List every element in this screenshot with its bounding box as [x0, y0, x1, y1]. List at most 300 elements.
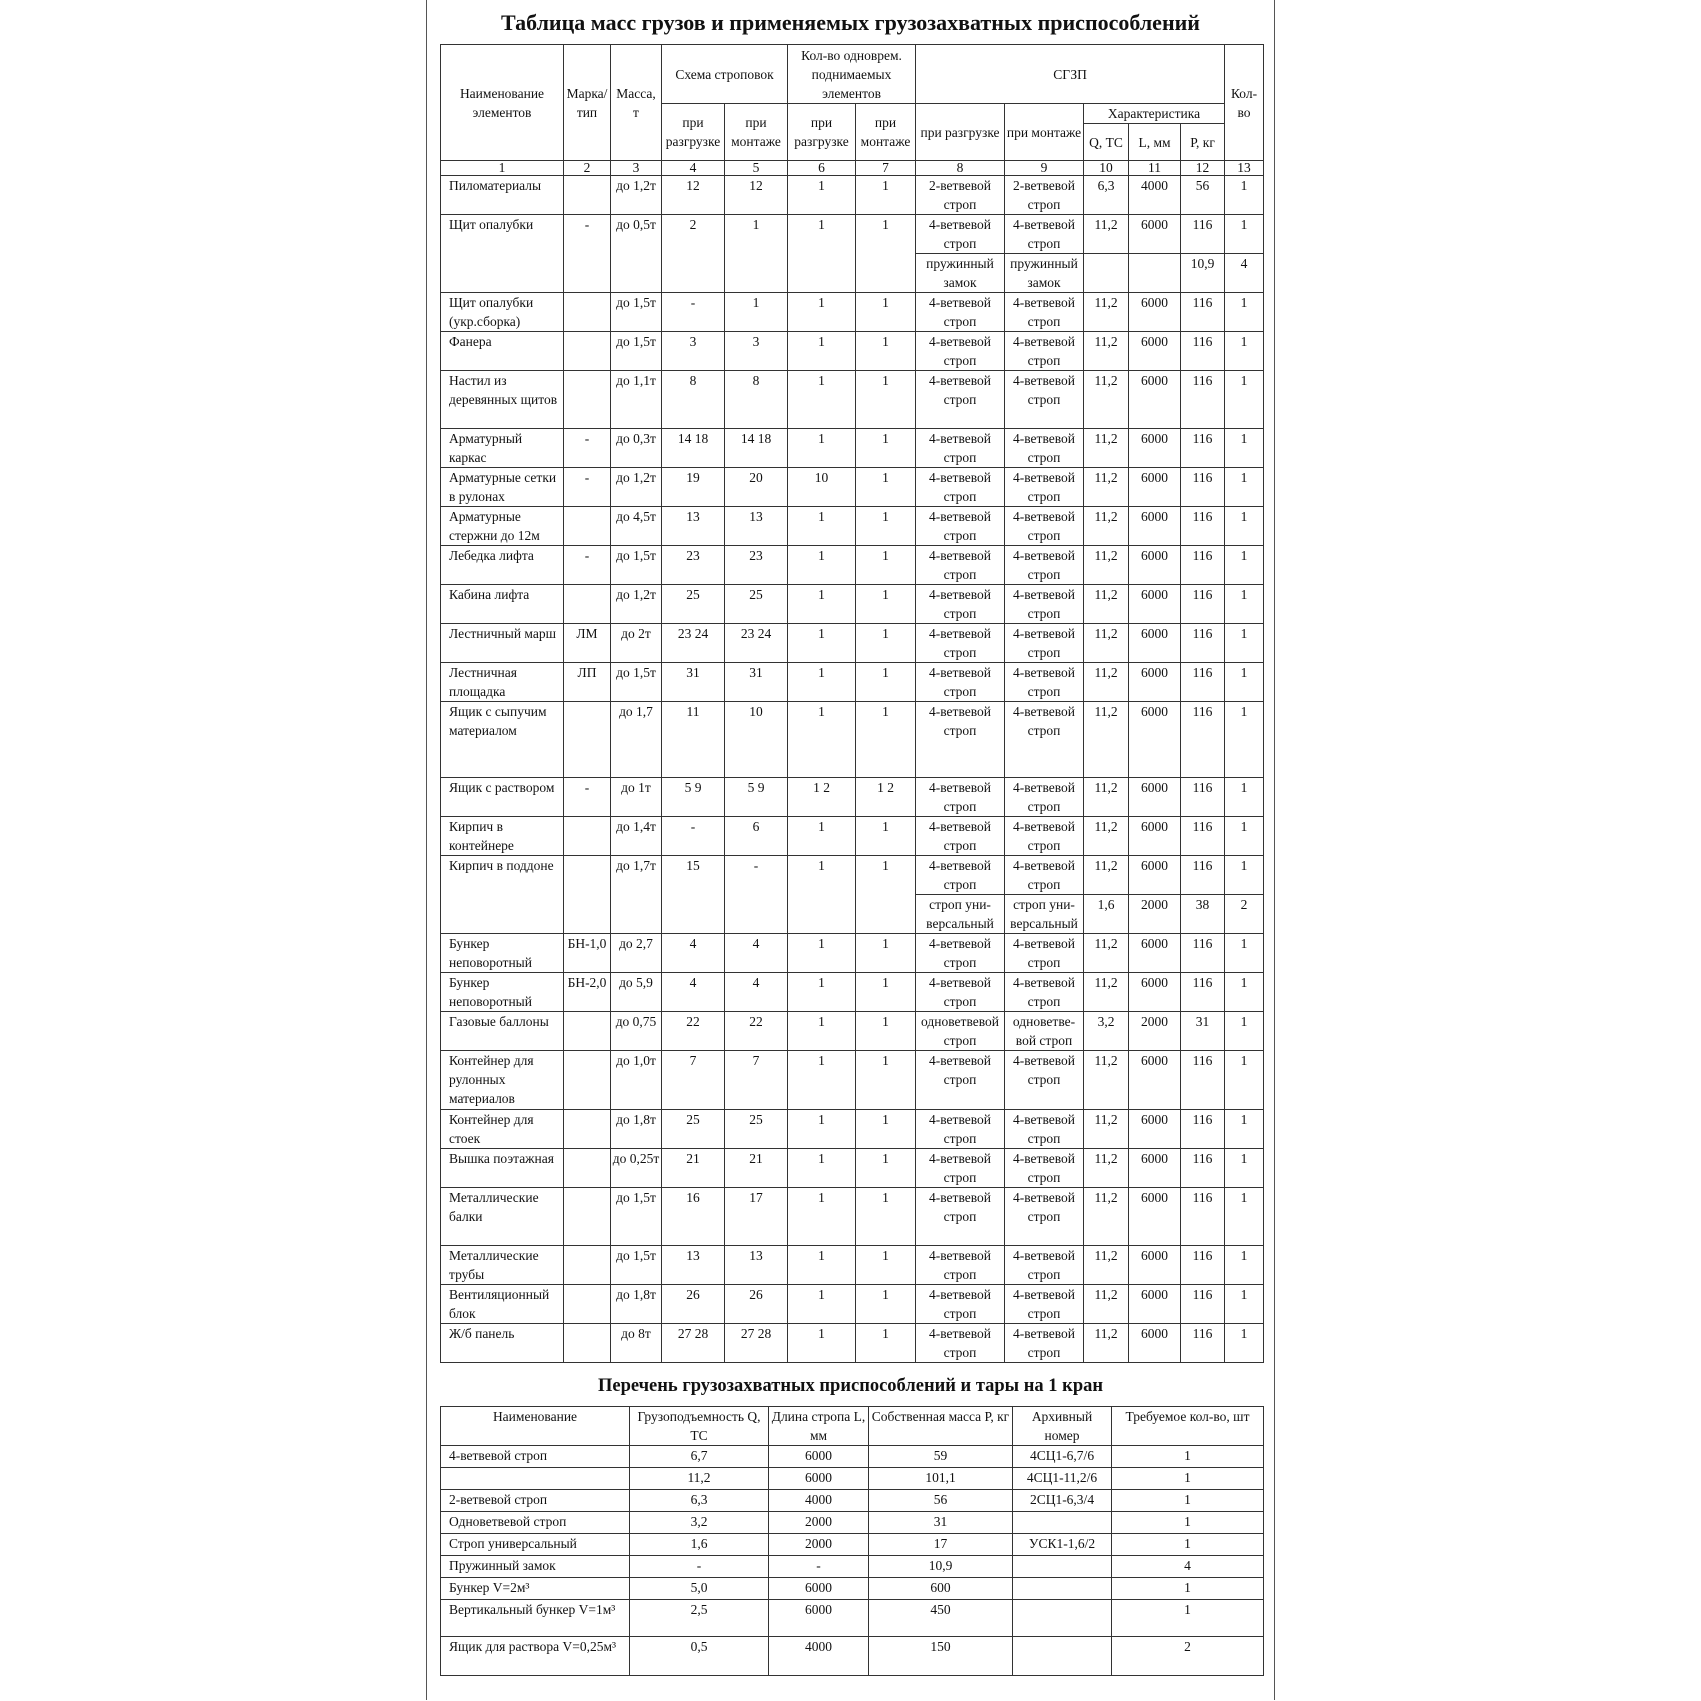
- sgzp-l: 6000: [1129, 429, 1181, 468]
- load-brand: -: [564, 778, 611, 817]
- load-name: Фанера: [441, 332, 564, 371]
- equipment-length: 2000: [769, 1534, 869, 1556]
- count-unload: 1: [788, 507, 856, 546]
- equipment-required: 1: [1112, 1468, 1264, 1490]
- scheme-unload: 11: [662, 702, 725, 778]
- equipment-mass: 600: [869, 1578, 1013, 1600]
- equipment-length: 6000: [769, 1468, 869, 1490]
- scheme-unload: 14 18: [662, 429, 725, 468]
- sgzp-unload: 4-ветвевой строп: [916, 332, 1005, 371]
- count-unload: 1: [788, 1324, 856, 1363]
- equipment-required: 2: [1112, 1637, 1264, 1676]
- header-sgzp-unload: при разгрузке: [916, 104, 1005, 161]
- sgzp-p: 116: [1181, 1324, 1225, 1363]
- sgzp-mount: 4-ветвевой строп: [1005, 778, 1084, 817]
- equipment-name: Строп универсальный: [441, 1534, 630, 1556]
- sgzp-q: 11,2: [1084, 663, 1129, 702]
- load-brand: [564, 702, 611, 778]
- sgzp-qty: 2: [1225, 895, 1264, 934]
- scheme-mount: 25: [725, 585, 788, 624]
- count-unload: 1: [788, 663, 856, 702]
- load-mass: до 0,25т: [611, 1149, 662, 1188]
- header-count-mount: при монтаже: [856, 104, 916, 161]
- load-name: Контейнер для стоек: [441, 1110, 564, 1149]
- load-name: Щит опалубки: [441, 215, 564, 293]
- equipment-length: -: [769, 1556, 869, 1578]
- column-number: 1: [441, 161, 564, 176]
- sgzp-qty: 1: [1225, 176, 1264, 215]
- sgzp-qty: 1: [1225, 293, 1264, 332]
- sgzp-q: 1,6: [1084, 895, 1129, 934]
- scheme-mount: -: [725, 856, 788, 934]
- header-scheme-unload: при разгрузке: [662, 104, 725, 161]
- header-qty: Кол-во: [1225, 45, 1264, 161]
- scheme-unload: 13: [662, 507, 725, 546]
- equipment-table: [440, 1406, 1264, 1676]
- sgzp-q: 11,2: [1084, 546, 1129, 585]
- sgzp-q: 11,2: [1084, 1324, 1129, 1363]
- sgzp-qty: 1: [1225, 973, 1264, 1012]
- table-row: [441, 817, 1264, 856]
- header-count: Кол-во одноврем. поднимаемых элементов: [788, 45, 916, 104]
- sgzp-mount: 4-ветвевой строп: [1005, 1246, 1084, 1285]
- column-number: 6: [788, 161, 856, 176]
- header-sgzp-mount: при монтаже: [1005, 104, 1084, 161]
- header-l: L, мм: [1129, 124, 1181, 161]
- sgzp-q: 11,2: [1084, 817, 1129, 856]
- equipment-length: 6000: [769, 1578, 869, 1600]
- table-row: [441, 856, 1264, 895]
- column-number: 2: [564, 161, 611, 176]
- sgzp-l: 6000: [1129, 507, 1181, 546]
- load-name: Арматурные стержни до 12м: [441, 507, 564, 546]
- sgzp-q: 11,2: [1084, 1110, 1129, 1149]
- sgzp-unload: пружинный замок: [916, 254, 1005, 293]
- scheme-mount: 13: [725, 1246, 788, 1285]
- count-unload: 1: [788, 1246, 856, 1285]
- sgzp-qty: 1: [1225, 332, 1264, 371]
- header-name: Наименование элементов: [441, 45, 564, 161]
- scheme-unload: 13: [662, 1246, 725, 1285]
- count-unload: 1: [788, 1051, 856, 1110]
- sgzp-mount: 4-ветвевой строп: [1005, 663, 1084, 702]
- load-name: Бункер неповоротный: [441, 934, 564, 973]
- sgzp-l: 2000: [1129, 1012, 1181, 1051]
- count-mount: 1: [856, 332, 916, 371]
- scheme-unload: 15: [662, 856, 725, 934]
- count-mount: 1: [856, 293, 916, 332]
- equipment-mass: 101,1: [869, 1468, 1013, 1490]
- sgzp-unload: 4-ветвевой строп: [916, 429, 1005, 468]
- sgzp-q: 11,2: [1084, 215, 1129, 254]
- load-brand: [564, 176, 611, 215]
- count-unload: 1: [788, 585, 856, 624]
- sgzp-qty: 1: [1225, 1149, 1264, 1188]
- sgzp-qty: 1: [1225, 817, 1264, 856]
- sgzp-mount: 4-ветвевой строп: [1005, 624, 1084, 663]
- sgzp-mount: 4-ветвевой строп: [1005, 332, 1084, 371]
- table-row: [441, 332, 1264, 371]
- count-unload: 1: [788, 371, 856, 429]
- equipment-mass: 150: [869, 1637, 1013, 1676]
- scheme-unload: 26: [662, 1285, 725, 1324]
- sgzp-q: 11,2: [1084, 624, 1129, 663]
- table-row: [441, 1246, 1264, 1285]
- load-name: Кабина лифта: [441, 585, 564, 624]
- table-row: [441, 1188, 1264, 1246]
- sgzp-p: 116: [1181, 1051, 1225, 1110]
- table-row: [441, 1285, 1264, 1324]
- load-mass: до 1,2т: [611, 585, 662, 624]
- scheme-mount: 27 28: [725, 1324, 788, 1363]
- count-mount: 1: [856, 702, 916, 778]
- equipment-name: [441, 1468, 630, 1490]
- load-name: Металлические балки: [441, 1188, 564, 1246]
- load-mass: до 2т: [611, 624, 662, 663]
- table-row: [441, 585, 1264, 624]
- sgzp-unload: строп уни-версальный: [916, 895, 1005, 934]
- equipment-mass: 59: [869, 1446, 1013, 1468]
- load-brand: [564, 1110, 611, 1149]
- equipment-archive: УСК1-1,6/2: [1013, 1534, 1112, 1556]
- count-mount: 1: [856, 1188, 916, 1246]
- scheme-unload: -: [662, 817, 725, 856]
- sgzp-mount: 4-ветвевой строп: [1005, 934, 1084, 973]
- equipment-length: 4000: [769, 1490, 869, 1512]
- sgzp-l: 4000: [1129, 176, 1181, 215]
- count-unload: 1: [788, 1012, 856, 1051]
- header-sgzp: СГЗП: [916, 45, 1225, 104]
- table-row: [441, 1110, 1264, 1149]
- table-row: [441, 934, 1264, 973]
- scheme-unload: 12: [662, 176, 725, 215]
- load-brand: БН-1,0: [564, 934, 611, 973]
- equipment-name: Ящик для раствора V=0,25м³: [441, 1637, 630, 1676]
- count-unload: 1: [788, 934, 856, 973]
- header-mass: Масса, т: [611, 45, 662, 161]
- header-count-unload: при разгрузке: [788, 104, 856, 161]
- count-unload: 1: [788, 856, 856, 934]
- load-name: Пиломатериалы: [441, 176, 564, 215]
- sgzp-unload: 4-ветвевой строп: [916, 1285, 1005, 1324]
- sgzp-unload: 4-ветвевой строп: [916, 856, 1005, 895]
- load-mass: до 2,7: [611, 934, 662, 973]
- table-row: [441, 1468, 1264, 1490]
- sgzp-q: 11,2: [1084, 468, 1129, 507]
- sgzp-l: 6000: [1129, 1246, 1181, 1285]
- load-name: Вышка поэтажная: [441, 1149, 564, 1188]
- sgzp-unload: 4-ветвевой строп: [916, 507, 1005, 546]
- equipment-name: Одноветвевой строп: [441, 1512, 630, 1534]
- column-number: 11: [1129, 161, 1181, 176]
- sgzp-mount: пружинный замок: [1005, 254, 1084, 293]
- column-number: 5: [725, 161, 788, 176]
- load-mass: до 1,1т: [611, 371, 662, 429]
- scheme-mount: 31: [725, 663, 788, 702]
- sgzp-qty: 1: [1225, 215, 1264, 254]
- count-unload: 1 2: [788, 778, 856, 817]
- scheme-unload: 23: [662, 546, 725, 585]
- equipment-capacity: 3,2: [630, 1512, 769, 1534]
- scheme-unload: 31: [662, 663, 725, 702]
- equipment-name: 2-ветвевой строп: [441, 1490, 630, 1512]
- sgzp-mount: 4-ветвевой строп: [1005, 856, 1084, 895]
- scheme-mount: 14 18: [725, 429, 788, 468]
- sgzp-mount: 4-ветвевой строп: [1005, 1188, 1084, 1246]
- load-brand: [564, 1188, 611, 1246]
- count-unload: 1: [788, 1285, 856, 1324]
- sgzp-unload: 4-ветвевой строп: [916, 973, 1005, 1012]
- sgzp-l: 6000: [1129, 371, 1181, 429]
- count-unload: 1: [788, 1149, 856, 1188]
- equipment-required: 1: [1112, 1600, 1264, 1637]
- load-brand: [564, 507, 611, 546]
- loads-table: [440, 44, 1264, 1363]
- load-name: Металлические трубы: [441, 1246, 564, 1285]
- count-unload: 1: [788, 546, 856, 585]
- loads-table-title: Таблица масс грузов и применяемых грузозахватных приспособлений: [501, 10, 1200, 35]
- sgzp-mount: 4-ветвевой строп: [1005, 1110, 1084, 1149]
- equipment-required: 1: [1112, 1578, 1264, 1600]
- sgzp-p: 116: [1181, 332, 1225, 371]
- sgzp-unload: 4-ветвевой строп: [916, 702, 1005, 778]
- load-mass: до 0,3т: [611, 429, 662, 468]
- load-mass: до 1,5т: [611, 332, 662, 371]
- sgzp-qty: 1: [1225, 856, 1264, 895]
- equipment-capacity: 2,5: [630, 1600, 769, 1637]
- sgzp-qty: 1: [1225, 778, 1264, 817]
- sgzp-l: 6000: [1129, 546, 1181, 585]
- scheme-mount: 25: [725, 1110, 788, 1149]
- count-unload: 1: [788, 1188, 856, 1246]
- header-characteristic: Характеристика: [1084, 104, 1225, 124]
- sgzp-qty: 1: [1225, 702, 1264, 778]
- equipment-table-title: Перечень грузозахватных приспособлений и тары на 1 кран: [597, 1376, 1104, 1396]
- equipment-capacity: 5,0: [630, 1578, 769, 1600]
- equipment-capacity: 0,5: [630, 1637, 769, 1676]
- sgzp-unload: 4-ветвевой строп: [916, 663, 1005, 702]
- equipment-capacity: 6,3: [630, 1490, 769, 1512]
- equipment-mass: 450: [869, 1600, 1013, 1637]
- sgzp-qty: 1: [1225, 663, 1264, 702]
- sgzp-qty: 1: [1225, 624, 1264, 663]
- sgzp-p: 116: [1181, 856, 1225, 895]
- sgzp-unload: 4-ветвевой строп: [916, 215, 1005, 254]
- header-q: Q, ТС: [1084, 124, 1129, 161]
- count-mount: 1: [856, 973, 916, 1012]
- load-brand: [564, 1012, 611, 1051]
- sgzp-q: 11,2: [1084, 856, 1129, 895]
- load-name: Кирпич в контейнере: [441, 817, 564, 856]
- sgzp-mount: 4-ветвевой строп: [1005, 371, 1084, 429]
- sgzp-l: 2000: [1129, 895, 1181, 934]
- sgzp-p: 38: [1181, 895, 1225, 934]
- load-brand: [564, 371, 611, 429]
- table-row: [441, 1149, 1264, 1188]
- load-brand: [564, 585, 611, 624]
- count-mount: 1: [856, 817, 916, 856]
- equipment-archive: [1013, 1637, 1112, 1676]
- sgzp-p: 116: [1181, 624, 1225, 663]
- load-brand: [564, 1246, 611, 1285]
- sgzp-p: 116: [1181, 429, 1225, 468]
- scheme-mount: 8: [725, 371, 788, 429]
- load-mass: до 1,5т: [611, 1188, 662, 1246]
- load-name: Газовые баллоны: [441, 1012, 564, 1051]
- scheme-unload: 21: [662, 1149, 725, 1188]
- count-unload: 1: [788, 973, 856, 1012]
- count-mount: 1: [856, 371, 916, 429]
- sgzp-q: 6,3: [1084, 176, 1129, 215]
- equipment-archive: [1013, 1578, 1112, 1600]
- column-number: 3: [611, 161, 662, 176]
- load-mass: до 1,4т: [611, 817, 662, 856]
- sgzp-q: [1084, 254, 1129, 293]
- load-brand: [564, 856, 611, 934]
- sgzp-mount: 2-ветвевой строп: [1005, 176, 1084, 215]
- load-name: Бункер неповоротный: [441, 973, 564, 1012]
- scheme-mount: 5 9: [725, 778, 788, 817]
- sgzp-l: 6000: [1129, 215, 1181, 254]
- sgzp-q: 11,2: [1084, 934, 1129, 973]
- sgzp-qty: 1: [1225, 1110, 1264, 1149]
- sgzp-q: 11,2: [1084, 1285, 1129, 1324]
- scheme-mount: 1: [725, 215, 788, 293]
- sgzp-l: 6000: [1129, 468, 1181, 507]
- count-mount: 1: [856, 1246, 916, 1285]
- count-mount: 1: [856, 856, 916, 934]
- equipment-name: Пружинный замок: [441, 1556, 630, 1578]
- table-row: [441, 1512, 1264, 1534]
- scheme-mount: 26: [725, 1285, 788, 1324]
- sgzp-p: 10,9: [1181, 254, 1225, 293]
- count-unload: 1: [788, 702, 856, 778]
- load-brand: [564, 817, 611, 856]
- column-number: 8: [916, 161, 1005, 176]
- sgzp-unload: 4-ветвевой строп: [916, 546, 1005, 585]
- sgzp-l: 6000: [1129, 1324, 1181, 1363]
- sgzp-qty: 1: [1225, 934, 1264, 973]
- load-name: Вентиляционный блок: [441, 1285, 564, 1324]
- count-unload: 1: [788, 624, 856, 663]
- sgzp-unload: 4-ветвевой строп: [916, 624, 1005, 663]
- column-number: 13: [1225, 161, 1264, 176]
- load-brand: [564, 1324, 611, 1363]
- sgzp-p: 116: [1181, 546, 1225, 585]
- sgzp-q: 11,2: [1084, 507, 1129, 546]
- sgzp-q: 11,2: [1084, 973, 1129, 1012]
- sgzp-q: 11,2: [1084, 1149, 1129, 1188]
- sgzp-l: 6000: [1129, 663, 1181, 702]
- count-mount: 1: [856, 934, 916, 973]
- equipment-length: 4000: [769, 1637, 869, 1676]
- sgzp-mount: 4-ветвевой строп: [1005, 817, 1084, 856]
- sgzp-p: 116: [1181, 371, 1225, 429]
- count-mount: 1: [856, 507, 916, 546]
- count-mount: 1: [856, 1285, 916, 1324]
- sgzp-qty: 4: [1225, 254, 1264, 293]
- count-mount: 1: [856, 585, 916, 624]
- sgzp-mount: 4-ветвевой строп: [1005, 293, 1084, 332]
- sgzp-l: 6000: [1129, 1051, 1181, 1110]
- sgzp-p: 116: [1181, 585, 1225, 624]
- t2-header-capacity: Грузоподъемность Q, ТС: [630, 1407, 769, 1446]
- sgzp-l: 6000: [1129, 624, 1181, 663]
- t2-header-name: Наименование: [441, 1407, 630, 1446]
- t2-header-length: Длина стропа L, мм: [769, 1407, 869, 1446]
- table-row: [441, 1637, 1264, 1676]
- load-name: Арматурный каркас: [441, 429, 564, 468]
- sgzp-qty: 1: [1225, 1188, 1264, 1246]
- scheme-mount: 1: [725, 293, 788, 332]
- table-row: [441, 176, 1264, 215]
- sgzp-p: 116: [1181, 817, 1225, 856]
- load-brand: [564, 1149, 611, 1188]
- count-unload: 10: [788, 468, 856, 507]
- sgzp-unload: 4-ветвевой строп: [916, 468, 1005, 507]
- table-row: [441, 1051, 1264, 1110]
- count-unload: 1: [788, 817, 856, 856]
- column-number: 10: [1084, 161, 1129, 176]
- count-mount: 1: [856, 429, 916, 468]
- load-mass: до 5,9: [611, 973, 662, 1012]
- sgzp-unload: 4-ветвевой строп: [916, 371, 1005, 429]
- count-mount: 1: [856, 1012, 916, 1051]
- scheme-unload: 2: [662, 215, 725, 293]
- sgzp-mount: 4-ветвевой строп: [1005, 1051, 1084, 1110]
- equipment-required: 1: [1112, 1490, 1264, 1512]
- scheme-mount: 20: [725, 468, 788, 507]
- sgzp-unload: 4-ветвевой строп: [916, 585, 1005, 624]
- count-unload: 1: [788, 1110, 856, 1149]
- table-row: [441, 1556, 1264, 1578]
- sgzp-l: 6000: [1129, 856, 1181, 895]
- count-mount: 1: [856, 1324, 916, 1363]
- load-mass: до 1,2т: [611, 468, 662, 507]
- sgzp-unload: 4-ветвевой строп: [916, 293, 1005, 332]
- sgzp-mount: 4-ветвевой строп: [1005, 702, 1084, 778]
- sgzp-unload: 4-ветвевой строп: [916, 1324, 1005, 1363]
- load-brand: [564, 1285, 611, 1324]
- column-numbers-row: [441, 161, 1264, 176]
- sgzp-q: 11,2: [1084, 1188, 1129, 1246]
- sgzp-p: 116: [1181, 468, 1225, 507]
- sgzp-qty: 1: [1225, 1012, 1264, 1051]
- sgzp-p: 116: [1181, 934, 1225, 973]
- load-mass: до 0,5т: [611, 215, 662, 293]
- load-mass: до 8т: [611, 1324, 662, 1363]
- sgzp-l: 6000: [1129, 702, 1181, 778]
- sgzp-qty: 1: [1225, 1285, 1264, 1324]
- scheme-unload: 7: [662, 1051, 725, 1110]
- equipment-archive: 4СЦ1-6,7/6: [1013, 1446, 1112, 1468]
- sgzp-qty: 1: [1225, 585, 1264, 624]
- sgzp-mount: 4-ветвевой строп: [1005, 1149, 1084, 1188]
- load-mass: до 1,8т: [611, 1110, 662, 1149]
- header-p: Р, кг: [1181, 124, 1225, 161]
- sgzp-l: 6000: [1129, 778, 1181, 817]
- sgzp-p: 116: [1181, 1149, 1225, 1188]
- sgzp-unload: 4-ветвевой строп: [916, 1149, 1005, 1188]
- count-mount: 1: [856, 176, 916, 215]
- sgzp-p: 116: [1181, 973, 1225, 1012]
- table-row: [441, 1578, 1264, 1600]
- sgzp-unload: 4-ветвевой строп: [916, 1110, 1005, 1149]
- equipment-name: 4-ветвевой строп: [441, 1446, 630, 1468]
- count-unload: 1: [788, 332, 856, 371]
- sgzp-p: 116: [1181, 507, 1225, 546]
- sgzp-l: 6000: [1129, 1285, 1181, 1324]
